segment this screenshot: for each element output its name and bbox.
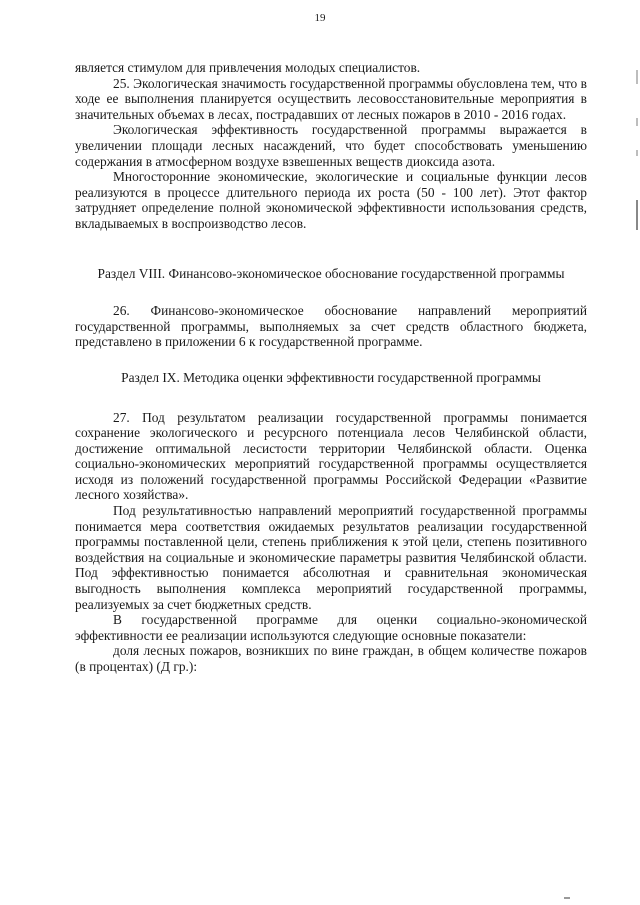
paragraph-indicators-intro: В государственной программе для оценки социально-экономической эффективности ее реализации используются следующие основные показатели: [75,612,587,643]
scan-edge-mark [636,150,638,156]
paragraph-continuation: является стимулом для привлечения молодых специалистов. [75,60,421,75]
spacer [75,386,587,410]
page-number: 19 [314,12,326,24]
paragraph-fire-share-indicator: доля лесных пожаров, возникших по вине граждан, в общем количестве пожаров (в процентах) (Д гр.): [75,643,587,674]
document-body [75,60,587,675]
scan-edge-mark [636,200,638,230]
paragraph-27: 27. Под результатом реализации государственной программы понимается сохранение экологического и ресурсного потенциала лесов Челябинской области, достижение оптимальной лесистости территории Челябинской области. Оценка социально-экономических мероприятий государственной программы осуществляется исходя из положений государственной программы Российской Федерации «Развитие лесного хозяйства». [75,409,587,503]
paragraph-forest-functions: Многосторонние экономические, экологические и социальные функции лесов реализуются в процессе длительного периода их роста (50 - 100 лет). Этот фактор затрудняет определение полной экономической эффективности использования средств, вкладываемых в воспроизводство лесов. [75,169,587,231]
paragraph-results-definition: Под результативностью направлений мероприятий государственной программы понимается мера соответствия ожидаемых результатов реализации государственной программы поставленной цели, степень приближения к этой цели, степень позитивного воздействия на социальные и экономические параметры развития Челябинской области. Под эффективностью понимается абсолютная и сравнительная экономическая выгодность выполнения комплекса мероприятий государственной программы, реализуемых за счет бюджетных средств. [75,503,587,612]
section-8-heading: Раздел VIII. Финансово-экономическое обоснование государственной программы [97,265,565,281]
spacer [75,281,587,303]
paragraph-ecological-efficiency: Экологическая эффективность государственной программы выражается в увеличении площади лесных насаждений, что будет способствовать уменьшению содержания в атмосферном воздухе взвешенных веществ диоксида азота. [75,122,587,169]
spacer [75,350,587,370]
paragraph-26: 26. Финансово-экономическое обоснование направлений мероприятий государственной программы, выполняемых за счет средств областного бюджета, представлено в приложении 6 к государственной программе. [75,303,587,350]
spacer [75,232,587,266]
scan-edge-mark [636,118,638,126]
section-9-heading: Раздел IX. Методика оценки эффективности государственной программы [121,369,541,385]
scan-edge-mark [636,70,638,84]
scan-corner-mark [564,897,570,899]
paragraph-25: 25. Экологическая значимость государственной программы обусловлена тем, что в ходе ее выполнения планируется осуществить лесовосстановительные мероприятия в значительных объемах в лесах, пострадавших от лесных пожаров в 2010 - 2016 годах. [75,75,587,122]
